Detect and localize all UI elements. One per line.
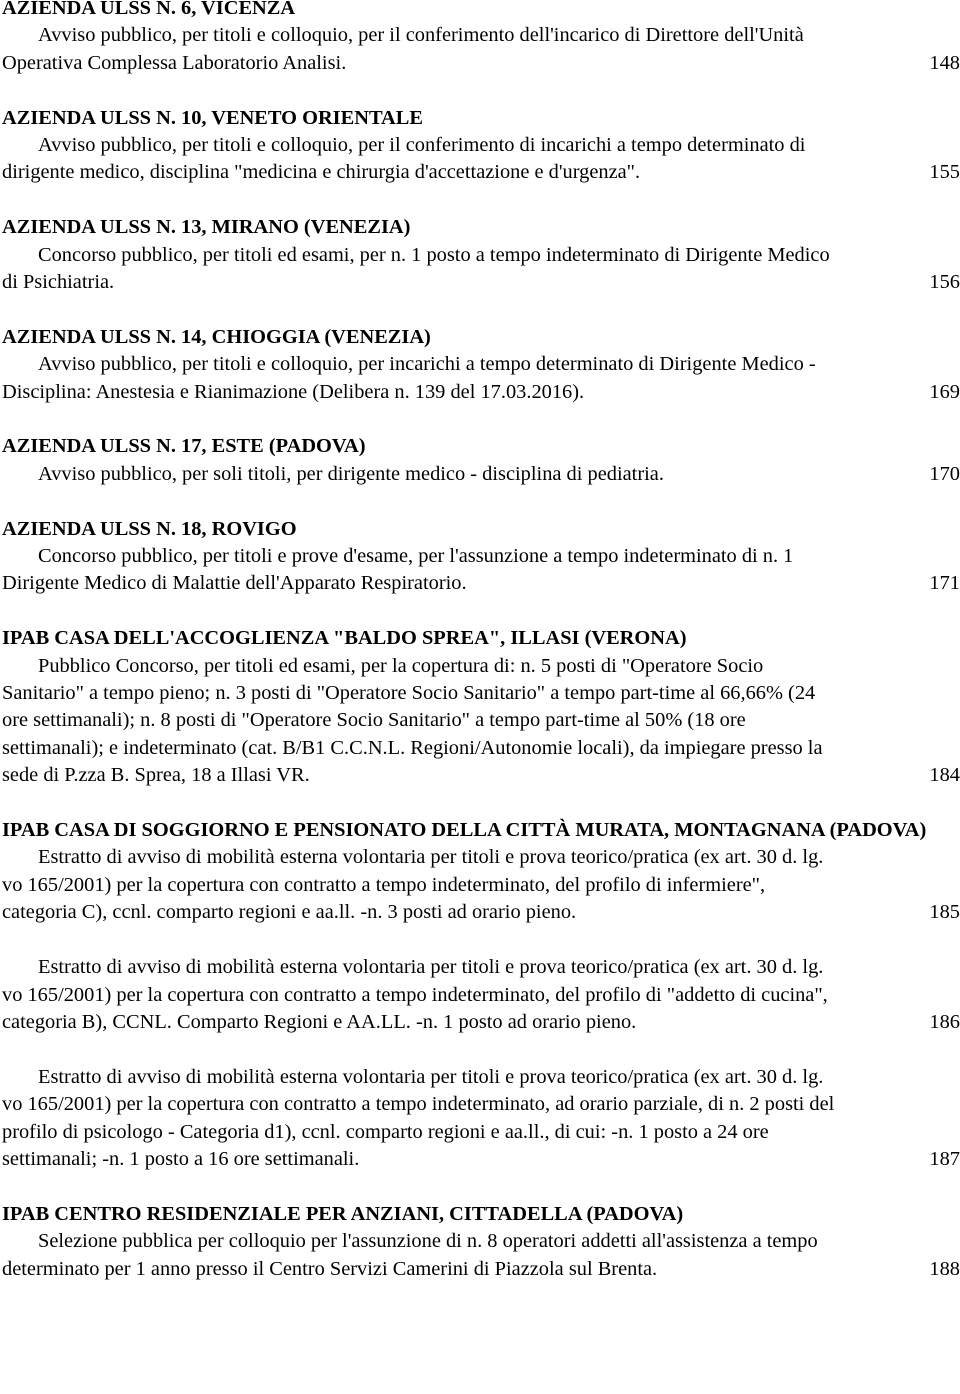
description-text: Concorso pubblico, per titoli e prove d'esame, per l'assunzione a tempo indeterminato di n. 1 Dirigente Medico di Malattie dell'Apparato Respiratorio. [2,545,794,595]
index-entry [2,817,958,1173]
entry-description [2,22,958,77]
description-text: Avviso pubblico, per soli titoli, per dirigente medico - disciplina di pediatria. [38,462,664,485]
page-number: 170 [929,462,960,485]
document-index [2,0,958,1283]
index-entry [2,625,958,789]
entry-description [2,954,958,1036]
entry-description [2,132,958,187]
entry-description [2,1228,958,1283]
description-text: Estratto di avviso di mobilità esterna volontaria per titoli e prova teorico/pratica (ex art. 30 d. lg. vo 165/2001) per la copertura con contratto a tempo indeterminato, del profilo di infermiere", categoria C), ccnl. comparto regioni e aa.ll. -n. 3 posti ad orario pieno. [2,846,824,924]
page-number: 148 [929,51,960,74]
entry-heading: IPAB CASA DELL'ACCOGLIENZA "BALDO SPREA", ILLASI (VERONA) [2,627,687,650]
index-entry [2,0,958,77]
page-number: 186 [929,1010,960,1033]
index-entry [2,1201,958,1283]
page-number: 155 [929,161,960,184]
page-number: 171 [929,572,960,595]
index-entry [2,433,958,488]
page-number: 185 [929,901,960,924]
description-text: Avviso pubblico, per titoli e colloquio, per il conferimento dell'incarico di Direttore dell'Unità Operativa Complessa Laboratorio Analisi. [2,24,804,74]
entry-heading: AZIENDA ULSS N. 14, CHIOGGIA (VENEZIA) [2,325,431,348]
description-text: Estratto di avviso di mobilità esterna volontaria per titoli e prova teorico/pratica (ex art. 30 d. lg. vo 165/2001) per la copertura con contratto a tempo indeterminato, ad orario parziale, di n. 2 posti del profilo di psicologo - Categoria d1), ccnl. comparto regioni e aa.ll., di cui: -n. 1 posto a 24 ore settimanali; -n. 1 posto a 16 ore settimanali. [2,1065,835,1170]
entry-description [2,653,958,790]
page-number: 169 [929,380,960,403]
entry-description [2,1064,958,1174]
page-number: 156 [929,271,960,294]
entry-heading: AZIENDA ULSS N. 18, ROVIGO [2,517,297,540]
entry-description [2,351,958,406]
entry-heading: AZIENDA ULSS N. 17, ESTE (PADOVA) [2,435,366,458]
description-text: Avviso pubblico, per titoli e colloquio, per incarichi a tempo determinato di Dirigente Medico - Disciplina: Anestesia e Rianimazione (Delibera n. 139 del 17.03.2016). [2,353,816,403]
index-entry [2,105,958,187]
index-entry [2,324,958,406]
description-text: Avviso pubblico, per titoli e colloquio, per il conferimento di incarichi a tempo determinato di dirigente medico, disciplina "medicina e chirurgia d'accettazione e d'urgenza". [2,134,806,184]
entry-heading: IPAB CASA DI SOGGIORNO E PENSIONATO DELLA CITTÀ MURATA, MONTAGNANA (PADOVA) [2,819,927,842]
entry-heading: AZIENDA ULSS N. 13, MIRANO (VENEZIA) [2,216,411,239]
entry-description [2,543,958,598]
description-text: Estratto di avviso di mobilità esterna volontaria per titoli e prova teorico/pratica (ex art. 30 d. lg. vo 165/2001) per la copertura con contratto a tempo indeterminato, del profilo di "addetto di cucina", categoria B), CCNL. Comparto Regioni e AA.LL. -n. 1 posto ad orario pieno. [2,956,828,1033]
description-text: Pubblico Concorso, per titoli ed esami, per la copertura di: n. 5 posti di "Operatore Socio Sanitario" a tempo pieno; n. 3 posti di "Operatore Socio Sanitario" a tempo part-time al 66,66% (24 ore settimanali); n. 8 posti di "Operatore Socio Sanitario" a tempo part-time al 50% (18 ore settimanali); e indeterminato (cat. B/B1 C.C.N.L. Regioni/Autonomie locali), da impiegare presso la sede di P.zza B. Sprea, 18 a Illasi VR. [2,654,823,787]
entry-description [2,461,958,488]
entry-description [2,844,958,926]
entry-heading: IPAB CENTRO RESIDENZIALE PER ANZIANI, CITTADELLA (PADOVA) [2,1202,684,1225]
page-number: 187 [929,1147,960,1170]
index-entry [2,516,958,598]
description-text: Concorso pubblico, per titoli ed esami, per n. 1 posto a tempo indeterminato di Dirigente Medico di Psichiatria. [2,243,830,294]
description-text: Selezione pubblica per colloquio per l'assunzione di n. 8 operatori addetti all'assistenza a tempo determinato per 1 anno presso il Centro Servizi Camerini di Piazzola sul Brenta. [2,1230,818,1280]
page-number: 184 [929,764,960,787]
entry-heading: AZIENDA ULSS N. 6, VICENZA [2,0,296,19]
entry-heading: AZIENDA ULSS N. 10, VENETO ORIENTALE [2,106,423,129]
index-entry [2,214,958,296]
entry-description [2,242,958,297]
page-number: 188 [929,1257,960,1280]
